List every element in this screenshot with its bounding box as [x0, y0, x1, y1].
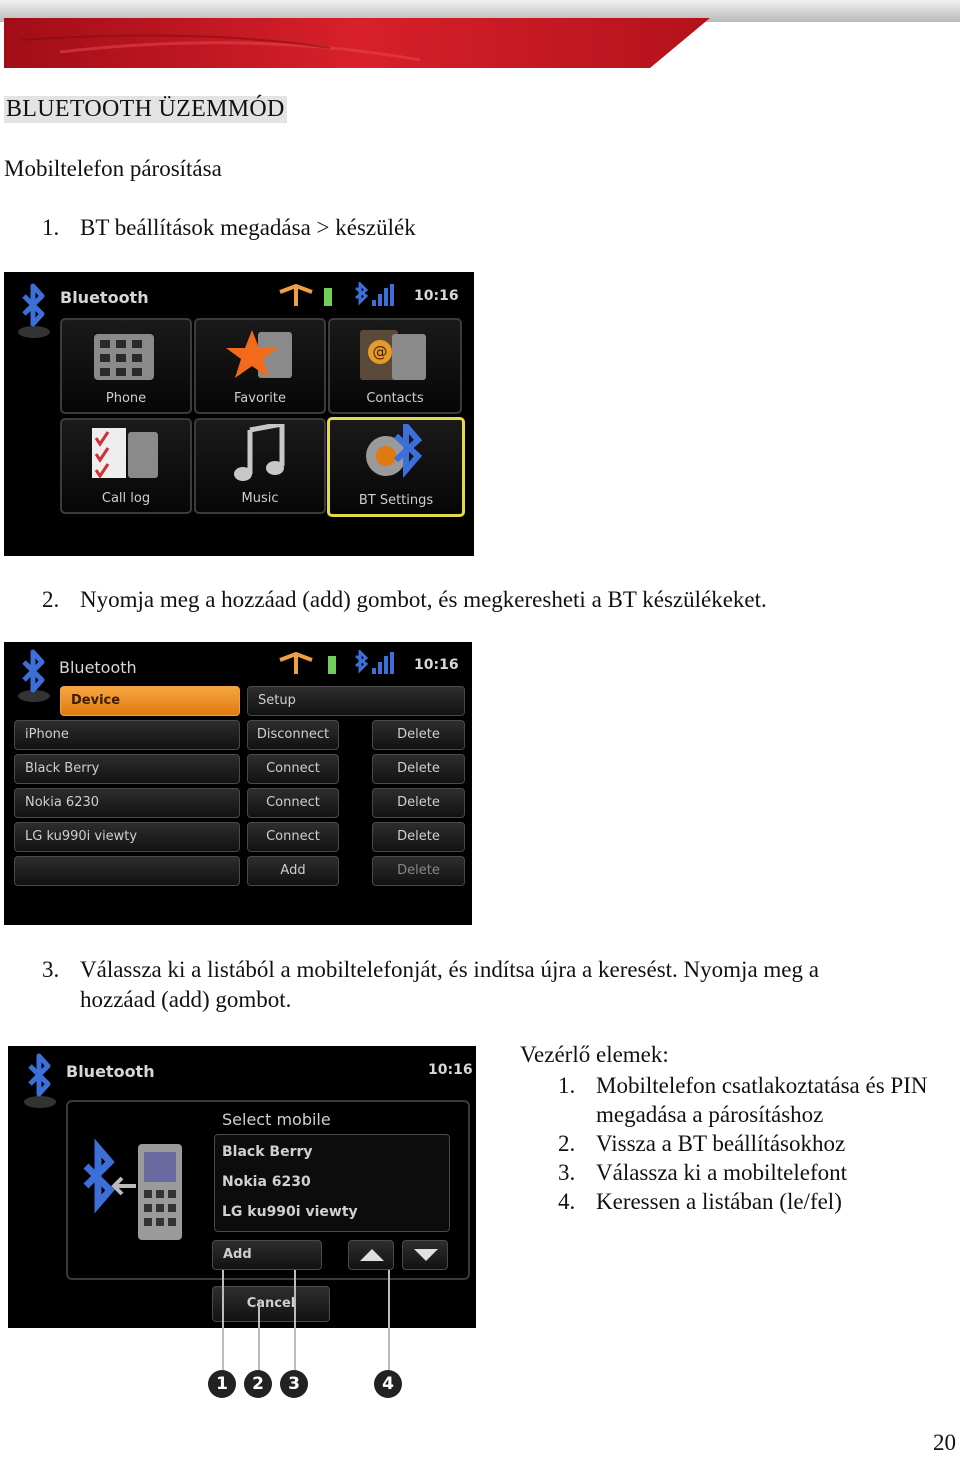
- call-log-icon: [90, 424, 162, 484]
- mobile-list-item[interactable]: LG ku990i viewty: [222, 1204, 358, 1220]
- step-text: BT beállítások megadása > készülék: [80, 215, 416, 240]
- tab-device[interactable]: Device: [60, 686, 240, 716]
- status-icons: [276, 282, 406, 310]
- clock: 10:16: [414, 288, 459, 304]
- step-2: [42, 585, 942, 615]
- tile-call-log[interactable]: [60, 418, 192, 514]
- bluetooth-device-screen: [4, 642, 472, 925]
- step-text: Nyomja meg a hozzáad (add) gombot, és megkeresheti a BT készülékeket.: [80, 587, 767, 612]
- tile-label: Music: [241, 491, 279, 506]
- controls-text-continued: megadása a párosításhoz: [596, 1102, 824, 1127]
- clock: 10:16: [428, 1062, 473, 1078]
- step-number: 3.: [42, 957, 60, 982]
- mobile-list-item[interactable]: Nokia 6230: [222, 1174, 311, 1190]
- controls-number: 4.: [558, 1189, 576, 1214]
- phone-icon: [94, 328, 162, 384]
- callout-marker: 3: [280, 1370, 308, 1398]
- controls-number: 1.: [558, 1073, 576, 1098]
- add-button[interactable]: Add: [247, 856, 339, 886]
- bluetooth-icon: [20, 1052, 60, 1110]
- tile-label: Call log: [101, 491, 151, 506]
- device-name[interactable]: iPhone: [14, 720, 240, 750]
- connect-button[interactable]: Connect: [247, 788, 339, 818]
- screen-title: Bluetooth: [60, 288, 149, 307]
- controls-item: [558, 1071, 958, 1129]
- subtitle: Mobiltelefon párosítása: [4, 156, 222, 181]
- arrow-down-icon: [403, 1241, 449, 1269]
- arrow-up-icon: [349, 1241, 395, 1269]
- section-title: BLUETOOTH ÜZEMMÓD: [6, 96, 285, 122]
- step-number: 1.: [42, 215, 60, 240]
- contacts-icon: [358, 326, 430, 386]
- header-banner: [0, 0, 960, 68]
- delete-button[interactable]: Delete: [372, 720, 465, 750]
- select-mobile-title: Select mobile: [222, 1110, 331, 1129]
- bluetooth-menu-screen: [4, 272, 474, 556]
- phone-pairing-icon: [74, 1138, 194, 1248]
- music-note-icon: [230, 424, 290, 486]
- tile-favorite[interactable]: [194, 318, 326, 414]
- tile-phone[interactable]: [60, 318, 192, 414]
- scroll-down-button[interactable]: [402, 1240, 448, 1270]
- tile-contacts[interactable]: [328, 318, 462, 414]
- screen-title: Bluetooth: [66, 1062, 155, 1081]
- callout-lines: [0, 1270, 480, 1370]
- step-1: [42, 213, 942, 243]
- delete-button[interactable]: Delete: [372, 822, 465, 852]
- controls-item: [558, 1158, 958, 1187]
- mobile-list-item[interactable]: Black Berry: [222, 1144, 313, 1160]
- device-name[interactable]: Black Berry: [14, 754, 240, 784]
- bt-settings-icon: [360, 424, 432, 486]
- tile-label: Favorite: [234, 391, 286, 406]
- tile-music[interactable]: [194, 418, 326, 514]
- controls-item: [558, 1129, 958, 1158]
- callout-marker: 4: [374, 1370, 402, 1398]
- clock: 10:16: [414, 657, 459, 673]
- controls-text: Válassza ki a mobiltelefont: [596, 1160, 848, 1185]
- step-number: 2.: [42, 587, 60, 612]
- status-icons: [276, 650, 406, 678]
- tile-label: Contacts: [366, 391, 424, 406]
- controls-number: 2.: [558, 1131, 576, 1156]
- callout-marker: 2: [244, 1370, 272, 1398]
- page-number: 20: [933, 1430, 956, 1455]
- scroll-up-button[interactable]: [348, 1240, 394, 1270]
- step-text-continued: hozzáad (add) gombot.: [80, 987, 292, 1012]
- svg-text:@: @: [372, 343, 388, 361]
- step-text: Válassza ki a listából a mobiltelefonját, és indítsa újra a keresést. Nyomja meg a: [80, 957, 819, 982]
- controls-item: [558, 1187, 958, 1216]
- controls-heading: Vezérlő elemek:: [520, 1042, 669, 1067]
- screen-title: Bluetooth: [59, 658, 137, 677]
- step-3: [42, 955, 942, 1015]
- controls-text: Mobiltelefon csatlakoztatása és PIN: [596, 1073, 928, 1098]
- cancel-button[interactable]: Cancel: [212, 1286, 330, 1322]
- delete-button[interactable]: Delete: [372, 754, 465, 784]
- tile-bt-settings[interactable]: [327, 417, 465, 517]
- delete-button[interactable]: Delete: [372, 788, 465, 818]
- controls-text: Keressen a listában (le/fel): [596, 1189, 842, 1214]
- device-name[interactable]: Nokia 6230: [14, 788, 240, 818]
- add-button[interactable]: Add: [212, 1240, 322, 1270]
- bluetooth-icon: [14, 280, 54, 340]
- tab-setup[interactable]: Setup: [247, 686, 465, 716]
- delete-button-disabled: Delete: [372, 856, 465, 886]
- bluetooth-icon: [14, 648, 54, 704]
- controls-number: 3.: [558, 1160, 576, 1185]
- connect-button[interactable]: Connect: [247, 822, 339, 852]
- callout-marker: 1: [208, 1370, 236, 1398]
- disconnect-button[interactable]: Disconnect: [247, 720, 339, 750]
- tile-label: BT Settings: [358, 493, 434, 508]
- empty-device-slot: [14, 856, 240, 886]
- connect-button[interactable]: Connect: [247, 754, 339, 784]
- tile-label: Phone: [105, 391, 147, 406]
- device-name[interactable]: LG ku990i viewty: [14, 822, 240, 852]
- controls-text: Vissza a BT beállításokhoz: [596, 1131, 846, 1156]
- star-icon: [224, 326, 296, 386]
